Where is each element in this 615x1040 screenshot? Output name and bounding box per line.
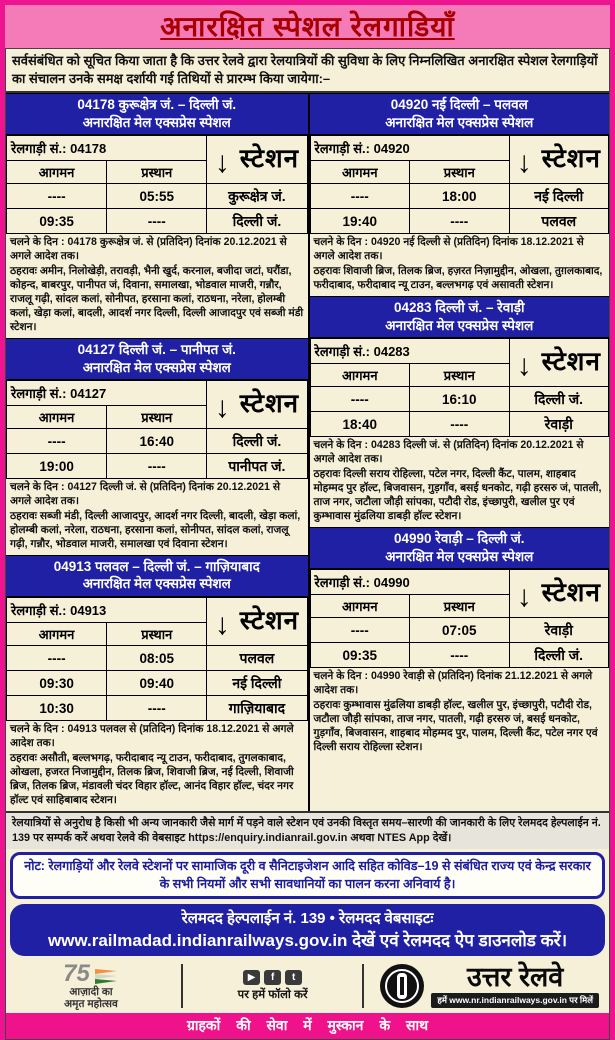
train-number: 04283 [373,344,410,360]
train-subtitle: अनारक्षित मेल एक्सप्रेस स्पेशल [385,114,534,130]
down-arrow-icon: ↓ [516,146,532,180]
arrival-time: 10:30 [7,696,107,721]
down-arrow-icon: ↓ [214,390,230,424]
table-row [7,454,308,479]
departure-time: ---- [410,209,510,234]
passenger-request-note: रेलयात्रियों से अनुरोध है किसी भी अन्य जानकारी जैसे मार्ग में पड़ने वाले स्टेशन एवं उनकी विस्तृत समय–सारणी की जानकारी के लिए रेलमदद हेल्पलाईन नं. 139 पर सम्पर्क करें अथवा रेलवे की वेबसाइट https://enquiry.indianrail.gov.in अथवा NTES App देखें। [6,811,609,849]
service-tagline: ग्राहकों की सेवा में मुस्कान के साथ [186,1017,429,1034]
timetable [6,597,308,721]
timetable [310,338,610,437]
arrival-time: 19:40 [310,209,410,234]
departure-time: ---- [410,643,510,668]
train-route-header [6,338,308,380]
train-number-cell [7,598,207,623]
station-header-label: स्टेशन [541,346,601,377]
arrival-time: 09:30 [7,671,107,696]
table-row [7,671,308,696]
train-route-header [310,93,610,135]
train-route: 04127 दिल्ली जं. – पानीपत जं. [77,341,236,357]
stoppages: ठहरावः कुम्भावास मुंढलिया डाबड़ी हॉल्ट, खलील पुर, इंच्छापुरी, पटौदी रोड, जटौला जौड़ी सांपका, ताज नगर, पातली, गढ़ी हरसरु जं, बसई धनकोट, गुड़गाँव, बिजवासन, शाहबाद मोहम्मद पुर, पालम, दिल्ली कैंट, पटेल नगर एवं दिल्ली सराय रोहिल्ला स्टेशन। [313,699,598,753]
train-number-cell [310,570,509,595]
train-card-04283 [310,296,610,527]
station-header-label: स्टेशन [541,577,601,608]
azadi-text-line2: अमृत महोत्सव [64,998,118,1011]
departure-header: प्रस्थान [410,595,510,618]
departure-header: प्रस्थान [410,161,510,184]
timetable [6,135,308,234]
india-flag-icon [93,968,119,986]
table-row [310,643,609,668]
train-card-04990 [310,527,610,758]
arrival-header: आगमन [7,623,107,646]
station-header-label: स्टेशन [239,605,300,636]
timetable [310,135,610,234]
station-header-label: स्टेशन [239,388,300,419]
train-number-cell [7,381,207,406]
arrival-time: 09:35 [7,209,107,234]
stoppages: ठहरावः सब्जी मंडी, दिल्ली आजादपुर, आदर्श नगर दिल्ली, बादली, खेड़ा कलां, होलम्बी कलां, नरेला, राठधना, हरसाना कलां, सोनीपत, सांदल कलां, राजलू गढ़ी, गन्नौर, भोडवाल माजरी, समालखा एवं दिवाना स्टेशन। [10,510,301,550]
down-arrow-icon: ↓ [516,579,532,613]
departure-time: 08:05 [107,646,207,671]
departure-time: ---- [107,454,207,479]
right-column [308,93,610,811]
train-number: 04920 [373,141,410,157]
departure-header: प्रस्थान [107,161,207,184]
departure-time: ---- [410,412,510,437]
station-name: दिल्ली जं. [509,387,609,412]
train-subtitle: अनारक्षित मेल एक्सप्रेस स्पेशल [385,548,534,564]
railmadad-banner [10,904,605,956]
departure-time: 18:00 [410,184,510,209]
station-header-cell [509,339,609,387]
train-route: 04178 कुरूक्षेत्र जं. – दिल्ली जं. [77,97,237,113]
azadi-75-number: 75 [63,960,90,988]
arrival-time: ---- [7,184,107,209]
station-name: दिल्ली जं. [207,209,307,234]
train-number-label: रेलगाड़ी सं.: [11,603,67,618]
station-header-label: स्टेशन [239,143,300,174]
train-number-label: रेलगाड़ी सं.: [11,386,67,402]
station-name: पानीपत जं. [207,454,307,479]
station-header-cell [509,570,609,618]
youtube-icon: ▶ [243,970,260,985]
intro-text: सर्वसंबंधित को सूचित किया जाता है कि उत्तर रेलवे द्वारा रेलयात्रियों की सुविधा के लिए निम्नलिखित अनारक्षित स्पेशल रेलगाड़ियों का संचालन उनके समक्ष दर्शायी गई तिथियों से प्रारम्भ किया जायेगा:– [6,49,609,93]
departure-header: प्रस्थान [107,406,207,429]
stoppages: ठहरावः असौती, बल्लभगढ़, फरीदाबाद न्यू टाउन, फरीदाबाद, तुगलकाबाद, ओखला, हजरत निजामुद्दीन, तिलक ब्रिज, शिवाजी ब्रिज, नई दिल्ली, शिवाजी ब्रिज, तिलक ब्रिज, मंडावली चंदर विहार हॉल्ट, आनंद विहार हॉल्ट, चंदर नगर हॉल्ट एवं साहिबाबाद स्टेशन। [10,751,294,806]
stoppages: ठहरावः अमीन, निलोखेड़ी, तरावड़ी, भैनी खुर्द, करनाल, बजीदा जटां, घरौंडा, कोहन्द, बाबरपुर, पानीपत जं, दिवाना, समालखा, भोडवाल माजरी, गन्नौर, राजलू गढ़ी, सांदल कलां, सोनीपत, हरसाना कलां, राठधना, नरेला, होलम्बी कलां, खेड़ा कलां, बादली, आदर्श नगर दिल्ली, दिल्ली आजादपुर एवं सब्जी मंडी स्टेशन। [10,265,304,333]
down-arrow-icon: ↓ [516,349,532,383]
departure-time: 16:40 [107,429,207,454]
departure-time: 07:05 [410,618,510,643]
arrival-header: आगमन [310,161,410,184]
arrival-time: ---- [7,646,107,671]
facebook-icon: f [264,970,281,985]
arrival-header: आगमन [310,364,410,387]
train-route-header [6,93,308,135]
table-row [310,184,609,209]
railmadad-website: www.railmadad.indianrailways.gov.in देखें एवं रेलमदद ऐप डाउनलोड करें। [47,931,568,951]
train-card-04127 [6,338,308,555]
down-arrow-icon: ↓ [214,607,230,641]
train-route-header [6,555,308,597]
station-header-cell [207,136,307,184]
train-number-cell [310,339,509,364]
railmadad-helpline: रेलमदद हेल्पलाईन नं. 139 • रेलमदद वेबसाइटः [181,910,434,928]
footer [6,959,609,1013]
departure-time: 16:10 [410,387,510,412]
table-row [310,387,609,412]
azadi-amrit-mahotsav-logo [16,962,166,1010]
departure-header: प्रस्थान [410,364,510,387]
train-route-header [310,527,610,569]
timetable [6,380,308,479]
train-columns [6,93,609,811]
station-name: नई दिल्ली [509,184,609,209]
train-card-04920 [310,93,610,296]
left-column [6,93,308,811]
northern-railway-emblem-icon [379,963,425,1009]
train-subtitle: अनारक्षित मेल एक्सप्रेस स्पेशल [385,317,534,333]
train-number: 04178 [70,141,107,157]
station-name: नई दिल्ली [207,671,307,696]
station-header-cell [207,598,307,646]
running-days: चलने के दिन : 04127 दिल्ली जं. से (प्रतिदिन) दिनांक 20.12.2021 से अगले आदेश तक। [10,481,280,508]
station-name: रेवाड़ी [509,412,609,437]
azadi-text-line1: आज़ादी का [69,986,113,999]
train-number-label: रेलगाड़ी सं.: [11,141,67,157]
arrival-time: ---- [7,429,107,454]
arrival-header: आगमन [7,161,107,184]
station-name: रेवाड़ी [509,618,609,643]
arrival-time: 09:35 [310,643,410,668]
table-row [310,209,609,234]
arrival-time: 18:40 [310,412,410,437]
train-subtitle: अनारक्षित मेल एक्सप्रेस स्पेशल [82,576,231,592]
departure-time: ---- [107,696,207,721]
train-route: 04283 दिल्ली जं. – रेवाड़ी [394,300,525,316]
train-number: 04990 [373,575,410,591]
table-row [7,646,308,671]
arrival-time: ---- [310,618,410,643]
train-route: 04920 नई दिल्ली – पलवल [390,97,528,113]
train-route-header [310,296,610,338]
northern-railway-name: उत्तर रेलवे [466,962,564,993]
station-header-cell [509,136,609,184]
footer-divider [362,964,364,1008]
arrival-header: आगमन [7,406,107,429]
train-card-04178 [6,93,308,338]
table-row [7,696,308,721]
train-subtitle: अनारक्षित मेल एक्सप्रेस स्पेशल [82,114,231,130]
train-route: 04913 पलवल – दिल्ली जं. – गाज़ियाबाद [53,558,260,574]
station-name: दिल्ली जं. [207,429,307,454]
station-name: पलवल [207,646,307,671]
arrival-time: ---- [310,184,410,209]
station-name: दिल्ली जं. [509,643,609,668]
running-days: चलने के दिन : 04283 दिल्ली जं. से (प्रतिदिन) दिनांक 20.12.2021 से अगले आदेश तक। [313,439,584,466]
departure-time: 09:40 [107,671,207,696]
running-days: चलने के दिन : 04178 कुरूक्षेत्र जं. से (प्रतिदिन) दिनांक 20.12.2021 से अगले आदेश तक। [10,236,287,263]
twitter-icon: t [285,970,302,985]
page-title: अनारक्षित स्पेशल रेलगाडियाँ [160,11,455,42]
table-row [7,209,308,234]
station-name: कुरूक्षेत्र जं. [207,184,307,209]
arrival-header: आगमन [310,595,410,618]
title-bar [5,5,610,48]
tagline-strip [6,1013,609,1039]
train-card-04913 [6,555,308,811]
table-row [7,429,308,454]
train-number-label: रेलगाड़ी सं.: [314,344,370,360]
train-route: 04990 रेवाड़ी – दिल्ली जं. [394,530,525,546]
social-follow-block [198,970,348,1002]
departure-time: 05:55 [107,184,207,209]
northern-railway-block [379,963,599,1009]
station-header-label: स्टेशन [541,143,601,174]
running-days: चलने के दिन : 04990 रेवाड़ी से (प्रतिदिन) दिनांक 21.12.2021 से अगले आदेश तक। [313,670,593,697]
train-number-cell [7,136,207,161]
departure-header: प्रस्थान [107,623,207,646]
departure-time: ---- [107,209,207,234]
train-number-label: रेलगाड़ी सं.: [314,141,370,157]
follow-us-label: पर हमें फॉलो करें [237,989,308,1002]
covid-note: नोट: रेलगाड़ियों और रेलवे स्टेशनों पर सामाजिक दूरी व सैनिटाइजेशन आदि सहित कोविड–19 से संबंधित राज्य एवं केन्द्र सरकार के सभी नियमों और सभी सावधानियों का पालन करना अनिवार्य है। [10,852,605,899]
down-arrow-icon: ↓ [214,146,230,180]
train-subtitle: अनारक्षित मेल एक्सप्रेस स्पेशल [82,359,231,375]
running-days: चलने के दिन : 04920 नई दिल्ली से (प्रतिदिन) दिनांक 18.12.2021 से अगले आदेश तक। [313,236,584,263]
stoppages: ठहरावः दिल्ली सराय रोहिल्ला, पटेल नगर, दिल्ली कैंट, पालम, शाहबाद मोहम्मद पुर हॉल्ट, बिजवासन, गुड़गाँव, बसई धनकोट, गढ़ी हरसरु जं, पातली, ताज नगर, जटौला जौड़ी सांपका, पटौदी रोड, इंच्छापुरी, खलील पुर एवं कुम्भावास मुंढलिया डाबड़ी हॉल्ट स्टेशन। [313,468,602,522]
arrival-time: 19:00 [7,454,107,479]
table-row [7,184,308,209]
station-name: गाज़ियाबाद [207,696,307,721]
station-header-cell [207,381,307,429]
arrival-time: ---- [310,387,410,412]
train-number-cell [310,136,509,161]
train-number: 04913 [70,603,107,618]
train-number: 04127 [70,386,107,402]
footer-divider [181,964,183,1008]
table-row [310,412,609,437]
train-number-label: रेलगाड़ी सं.: [314,575,370,591]
poster-sheet [5,48,610,1040]
station-name: पलवल [509,209,609,234]
stoppages: ठहरावः शिवाजी ब्रिज, तिलक ब्रिज, हज़रत निज़ामुद्दीन, ओखला, तुग़लकाबाद, फरीदाबाद, फरीदाबाद न्यू टाउन, बल्लभगढ़ एवं असावती स्टेशन। [313,265,603,292]
running-days: चलने के दिन : 04913 पलवल से (प्रतिदिन) दिनांक 18.12.2021 से अगले आदेश तक। [10,723,294,749]
northern-railway-website: हमें www.nr.indianrailways.gov.in पर मिलें [431,993,599,1008]
timetable [310,569,610,668]
table-row [310,618,609,643]
